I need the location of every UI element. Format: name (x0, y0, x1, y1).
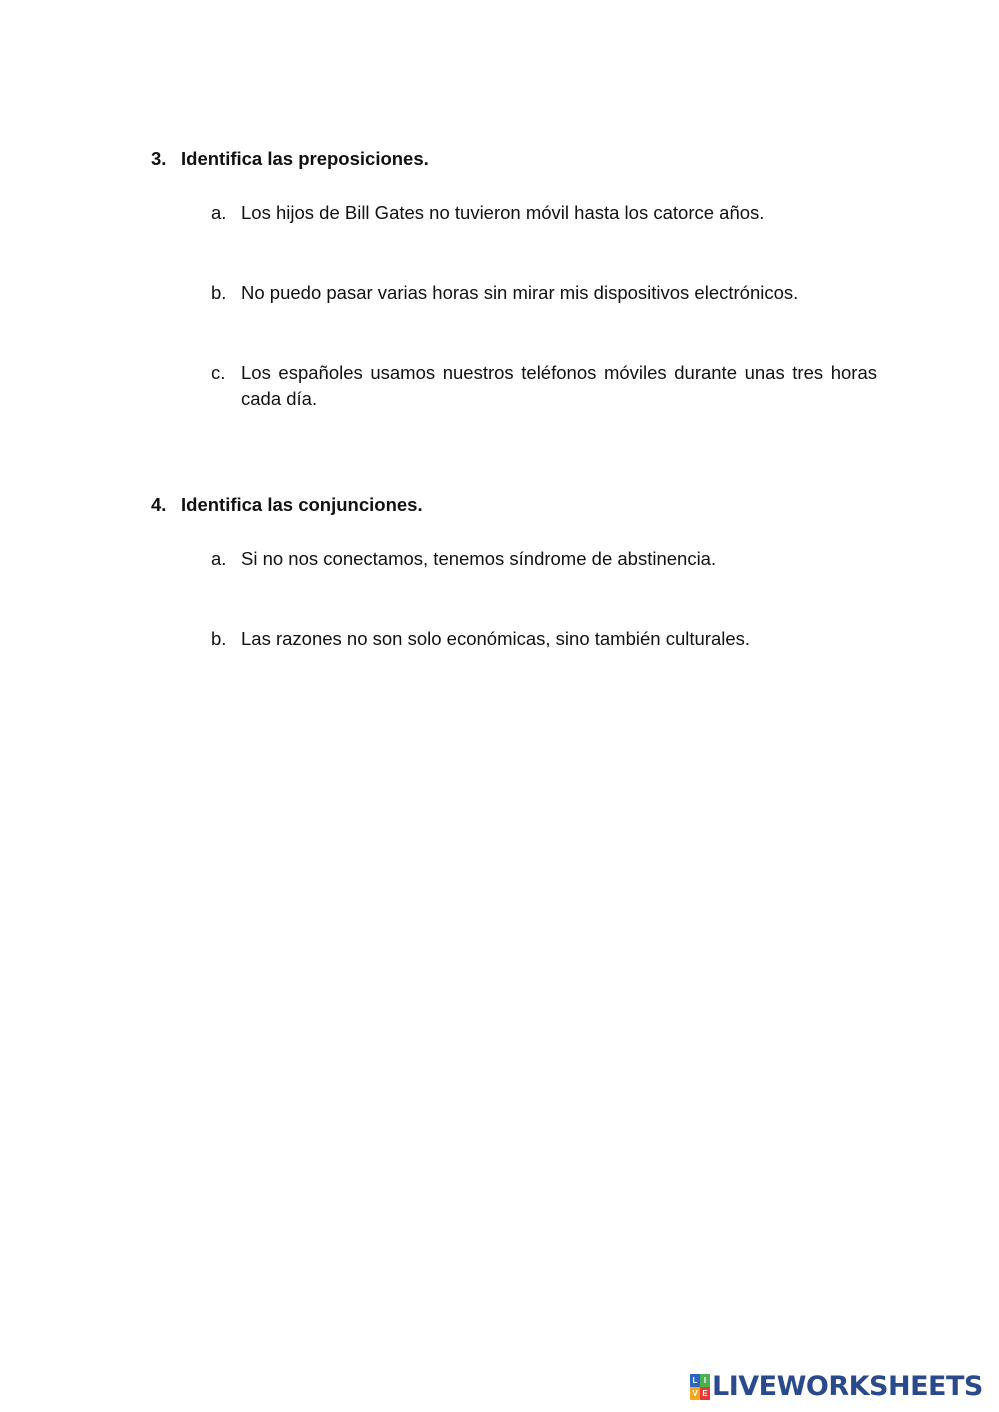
item-text: No puedo pasar varias horas sin mirar mis dispositivos electrónicos. (241, 282, 799, 303)
liveworksheets-logo (690, 1372, 983, 1402)
item-label: c. (211, 362, 226, 383)
item-text: Los hijos de Bill Gates no tuvieron móvil hasta los catorce años. (241, 202, 765, 223)
section-3-item-b (211, 280, 877, 306)
item-label: b. (211, 282, 227, 303)
item-text: Las razones no son solo económicas, sino también culturales. (241, 628, 751, 649)
liveworksheets-icon: L I V E (690, 1374, 710, 1400)
section-4-number: 4. (151, 494, 167, 515)
section-4-title (151, 494, 423, 516)
item-label: a. (211, 202, 227, 223)
item-text: Los españoles usamos nuestros teléfonos móviles durante unas tres horas cada día. (241, 362, 877, 409)
item-label: a. (211, 548, 227, 569)
section-3-number: 3. (151, 148, 167, 169)
section-3-item-a (211, 200, 877, 226)
liveworksheets-wordmark: LIVEWORKSHEETS (712, 1371, 983, 1402)
section-3-item-c (211, 360, 877, 412)
section-3-heading: Identifica las preposiciones. (181, 148, 429, 169)
item-text: Si no nos conectamos, tenemos síndrome de abstinencia. (241, 548, 717, 569)
section-4-item-b (211, 626, 877, 652)
section-4-item-a (211, 546, 877, 572)
item-label: b. (211, 628, 227, 649)
section-3-title (151, 148, 429, 170)
section-4-heading: Identifica las conjunciones. (181, 494, 423, 515)
